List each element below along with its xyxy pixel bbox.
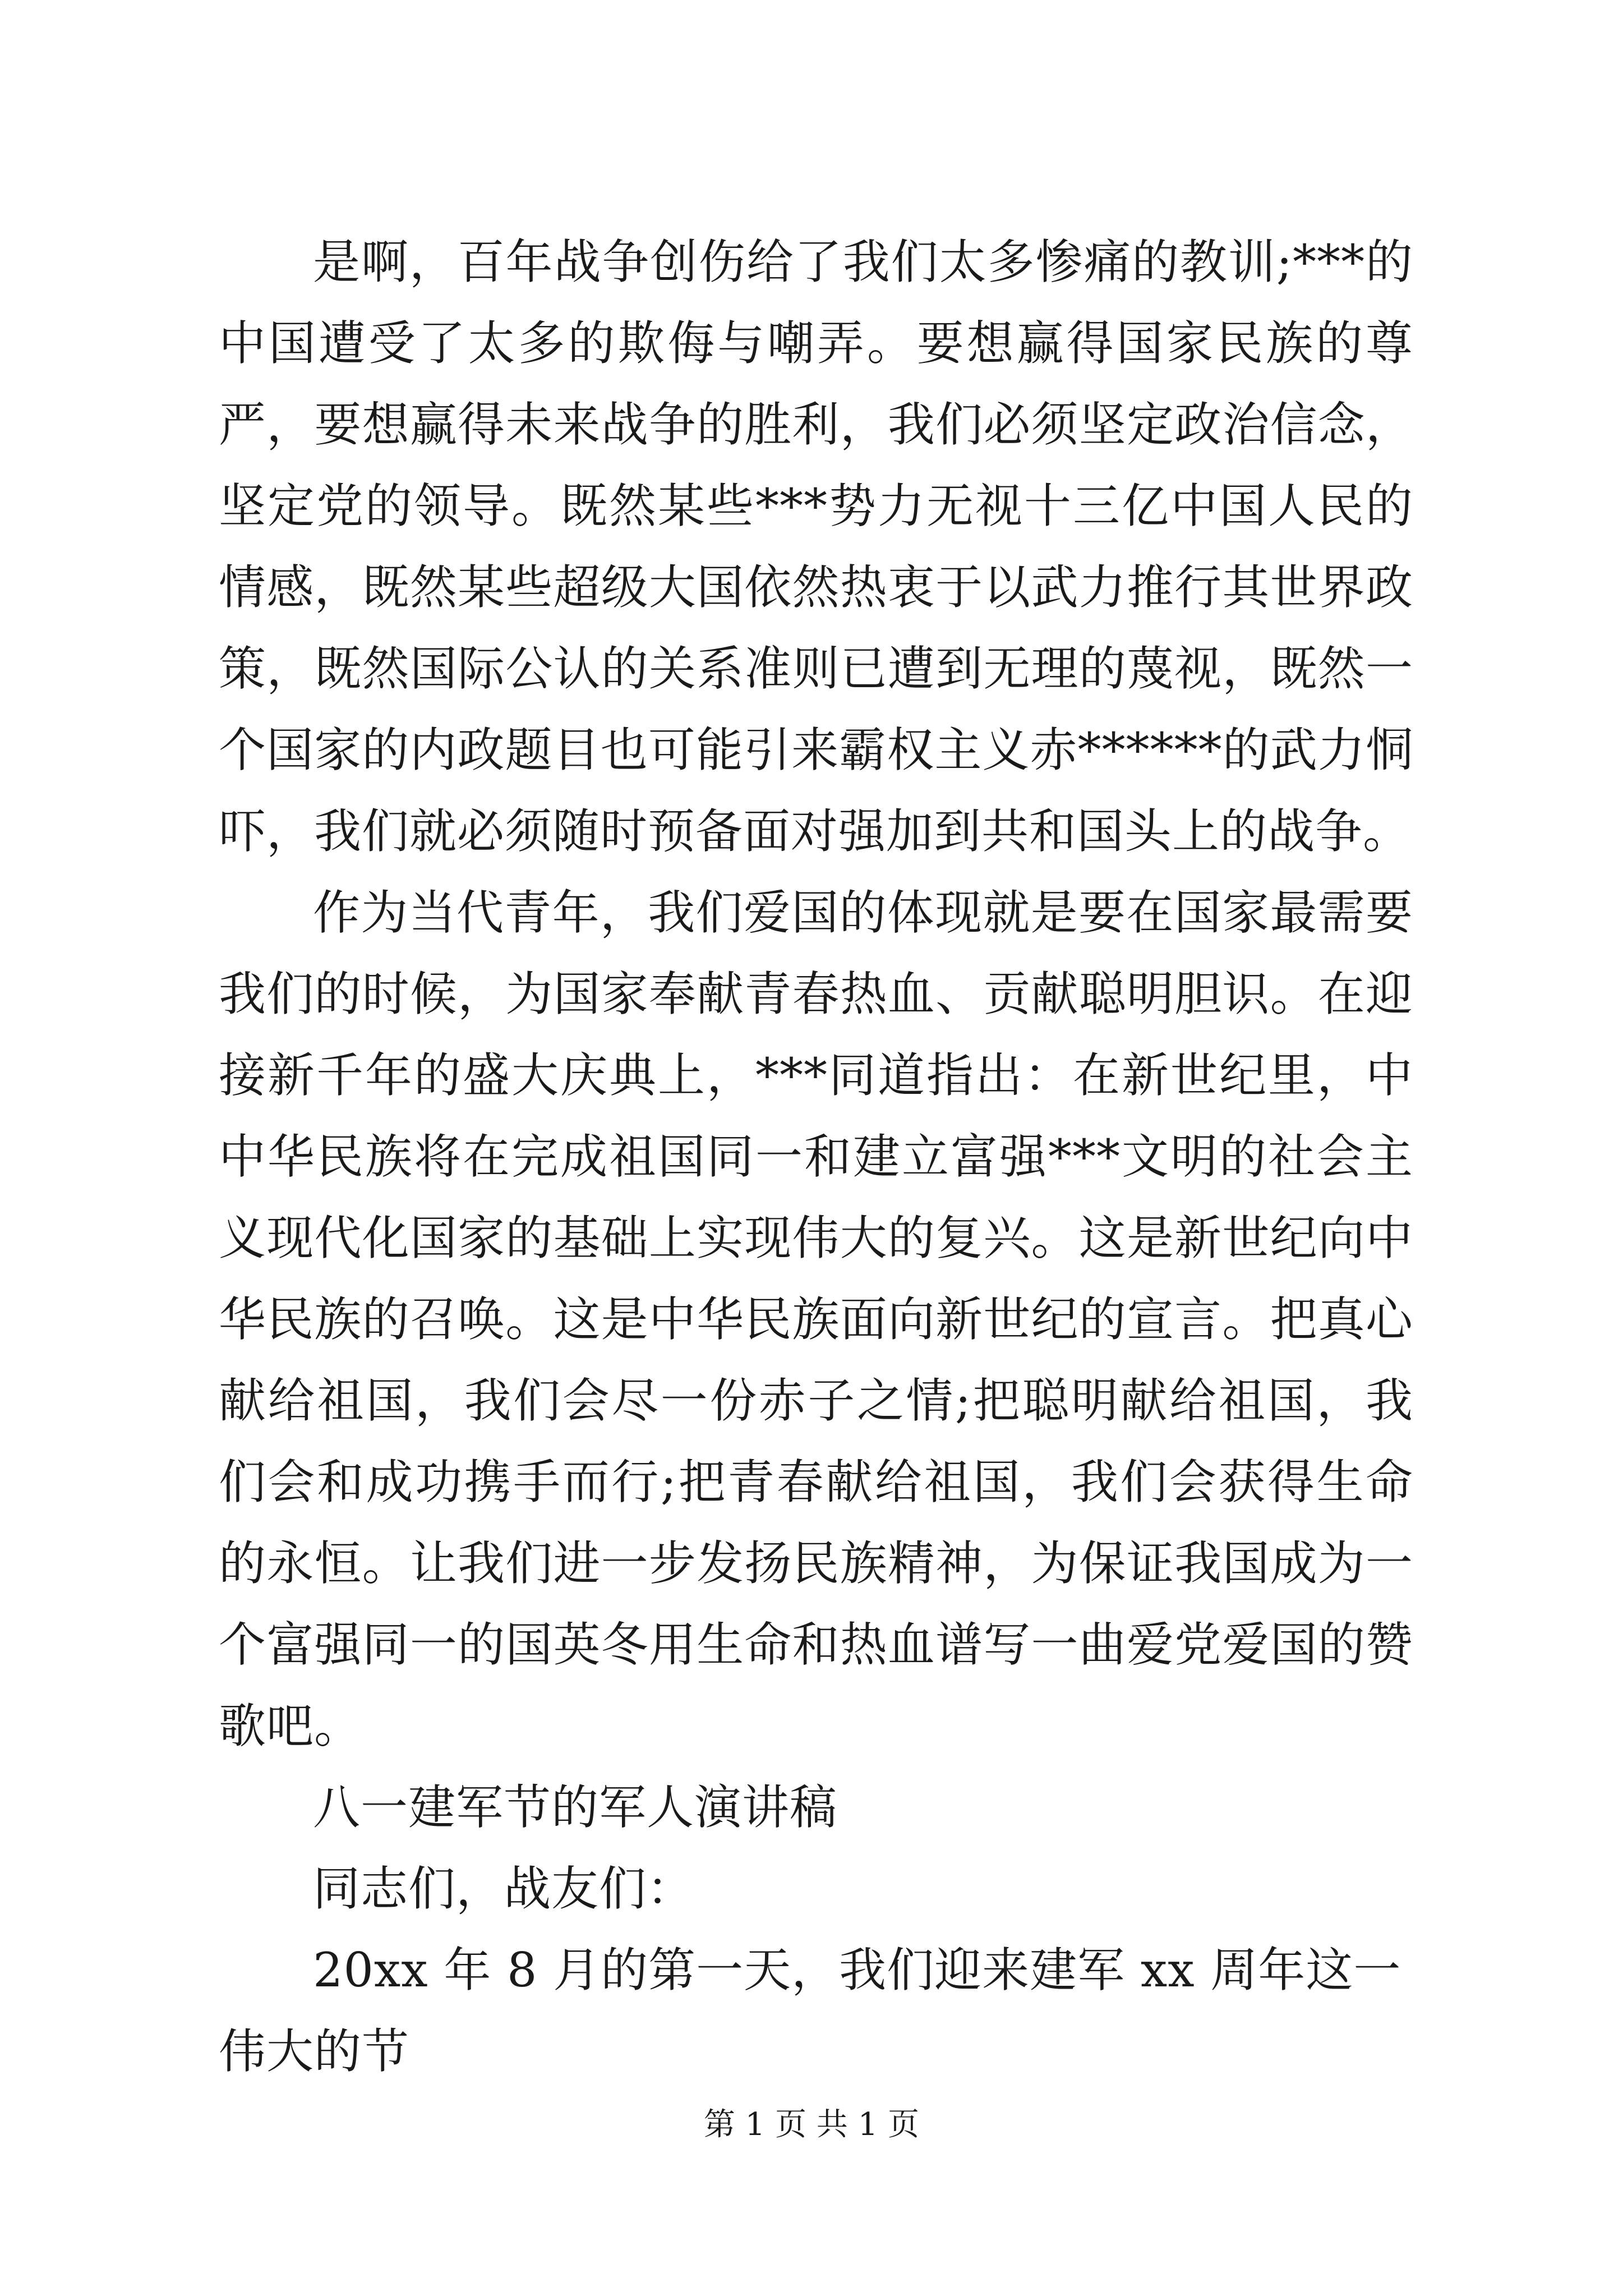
speech-salutation: 同志们，战友们： xyxy=(313,1861,695,1916)
paragraph-speech-opening: 20xx 年 8 月的第一天，我们迎来建军 xx 周年这一伟大的节 xyxy=(219,1943,1401,2079)
document-body xyxy=(219,222,1413,2092)
paragraph-youth-patriotism: 作为当代青年，我们爱国的体现就是要在国家最需要我们的时候，为国家奉献青春热血、贡献聪明胆识。在迎接新千年的盛大庆典上，***同道指出：在新世纪里，中中华民族将在完成祖国同一和建立富强***文明的社会主义现代化国家的基础上实现伟大的复兴。这是新世纪向中华民族的召唤。这是中华民族面向新世纪的宣言。把真心献给祖国，我们会尽一份赤子之情;把聪明献给祖国，我们会和成功携手而行;把青春献给祖国，我们会获得生命的永恒。让我们进一步发扬民族精神，为保证我国成为一个富强同一的国英冬用生命和热血谱写一曲爱党爱国的赞歌吧。 xyxy=(219,885,1413,1754)
page-number-footer: 第 1 页 共 1 页 xyxy=(703,2106,920,2143)
paragraph-war-lessons: 是啊，百年战争创伤给了我们太多惨痛的教训;***的中国遭受了太多的欺侮与嘲弄。要想赢得国家民族的尊严，要想赢得未来战争的胜利，我们必须坚定政治信念，坚定党的领导。既然某些***势力无视十三亿中国人民的情感，既然某些超级大国依然热衷于以武力推行其世界政策，既然国际公认的关系准则已遭到无理的蔑视，既然一个国家的内政题目也可能引来霸权主义赤******的武力恫吓，我们就必须随时预备面对强加到共和国头上的战争。 xyxy=(219,234,1413,859)
speech-title: 八一建军节的军人演讲稿 xyxy=(313,1780,838,1835)
